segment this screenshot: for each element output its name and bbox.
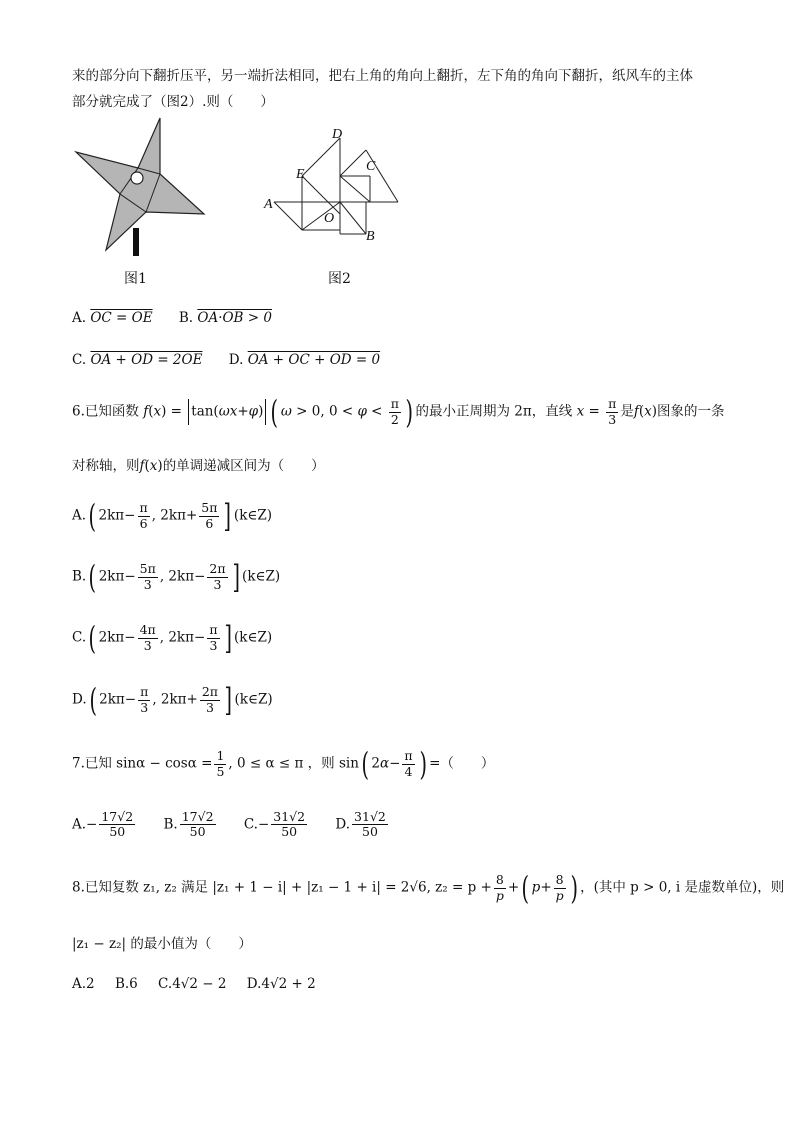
label-b: B bbox=[366, 229, 375, 244]
q6-option-b[interactable]: B.( 2kπ− $\frac{5\pi}{3}$ , 2kπ− $\frac{2\pi}{3}$ ] (k∈Z) bbox=[72, 558, 281, 596]
q5-option-c[interactable]: C. OA + OD = 2OE bbox=[72, 352, 203, 368]
q6-stem-line-1: 6.已知函数 f(x) = tan(ωx+φ) ( ω > 0, 0 < φ < $\frac{\pi}{2}$ ) 的最小正周期为 2π，直线 x = $\frac{\pi}{3}$ 是f(x)图象的一条 bbox=[72, 393, 725, 431]
q8-options bbox=[72, 976, 338, 992]
pinwheel-figure-2 bbox=[262, 124, 407, 254]
intro-line-2: 部分就完成了（图2）.则（ ） bbox=[72, 94, 274, 110]
q7-option-d[interactable]: D. $\frac{31√2}{50}$ bbox=[335, 809, 386, 840]
q7-stem: 7.已知 sinα − cosα = $\frac{1}{5}$ , 0 ≤ α ≤ π ，则 sin( 2α− $\frac{\pi}{4}$ ) =（ ） bbox=[72, 745, 495, 783]
q8-option-b[interactable]: B.6 bbox=[114, 976, 138, 992]
q8-stem-line-1: 8.已知复数 z₁, z₂ 满足 |z₁ + 1 − i| + |z₁ − 1 + i| = 2√6, z₂ = p + $\frac{8}{p}$ +( p+ $\frac{8}{p}$ ) ，(其中 p > 0, i 是虚数单位)，则 bbox=[72, 869, 785, 907]
label-a: A bbox=[264, 197, 273, 212]
label-c: C bbox=[366, 159, 376, 174]
pinwheel-pin bbox=[131, 172, 143, 184]
q8-option-c[interactable]: C.4√2 − 2 bbox=[158, 976, 227, 992]
label-o: O bbox=[324, 211, 335, 226]
q6-stem-line-2: 对称轴，则f(x)的单调递减区间为（ ） bbox=[72, 458, 325, 474]
q6-option-d[interactable]: D.( 2kπ− $\frac{\pi}{3}$ , 2kπ+ $\frac{2\pi}{3}$ ] (k∈Z) bbox=[72, 681, 273, 719]
q5-option-b[interactable]: B. OA·OB > 0 bbox=[178, 310, 272, 326]
figure-2-caption: 图2 bbox=[328, 271, 351, 287]
q8-option-d[interactable]: D.4√2 + 2 bbox=[246, 976, 316, 992]
q6-option-c[interactable]: C.( 2kπ− $\frac{4\pi}{3}$ , 2kπ− $\frac{\pi}{3}$ ] (k∈Z) bbox=[72, 619, 273, 657]
q8-stem-line-2: |z₁ − z₂| 的最小值为（ ） bbox=[72, 936, 252, 952]
label-e: E bbox=[296, 167, 305, 182]
q7-option-c[interactable]: C.− $\frac{31√2}{50}$ bbox=[243, 809, 306, 840]
label-d: D bbox=[332, 127, 343, 142]
q5-option-d[interactable]: D. OA + OC + OD = 0 bbox=[228, 352, 381, 368]
figure-1-caption: 图1 bbox=[124, 271, 147, 287]
q5-options-row-1 bbox=[72, 310, 294, 326]
q5-options-row-2 bbox=[72, 352, 402, 368]
pinwheel-figure-1 bbox=[72, 116, 207, 258]
q7-option-b[interactable]: B. $\frac{17√2}{50}$ bbox=[163, 809, 214, 840]
q7-option-a[interactable]: A.− $\frac{17√2}{50}$ bbox=[72, 809, 134, 840]
pinwheel-stick bbox=[133, 228, 139, 256]
q7-options bbox=[72, 810, 412, 840]
intro-line-1: 来的部分向下翻折压平，另一端折法相同，把右上角的角向上翻折，左下角的角向下翻折，纸风车的主体 bbox=[72, 68, 693, 84]
q6-option-a[interactable]: A.( 2kπ− $\frac{\pi}{6}$ , 2kπ+ $\frac{5\pi}{6}$ ] (k∈Z) bbox=[72, 497, 273, 535]
q5-option-a[interactable]: A. OC = OE bbox=[72, 310, 153, 326]
q8-option-a[interactable]: A.2 bbox=[72, 976, 95, 992]
